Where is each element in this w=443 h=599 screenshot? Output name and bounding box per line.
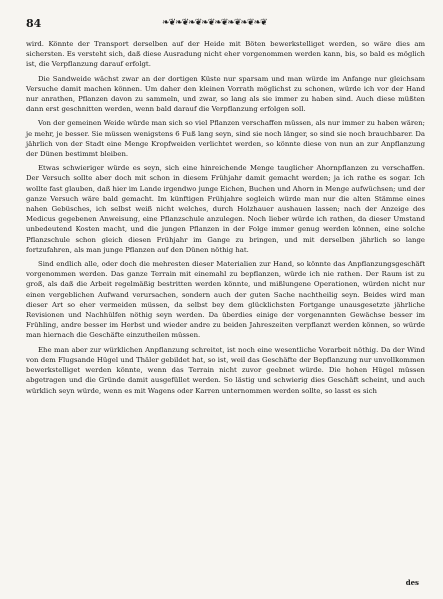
paragraph-3: Von der gemeinen Weide würde man sich so viel Pflanzen verschaffen müssen, als nur immer zu haben wären; je mehr, je besser. Sie müssen wenigstens 6 Fuß lang seyn, sind sie noch länger, so sind sie noch brauchbarer. Da jährlich von der Stadt eine Menge Kropfweiden verlichtet werden, so könnte diese von nun an zur Anpflanzung der Dünen bestimmt bleiben. xyxy=(26,119,425,159)
paragraph-1: wird. Könnte der Transport derselben auf der Heide mit Böten bewerkstelliget werden, so wäre dies am sichersten. Es versteht sich, daß diese Ausradung nicht eher vorgenommen werden kann, bis, so bald es möglich ist, die Verpflanzung darauf erfolgt. xyxy=(26,40,425,69)
paragraph-5: Sind endlich alle, oder doch die mehresten dieser Materialien zur Hand, so könnte das Anpflanzungsgeschäft vorgenommen werden. Das ganze Terrain mit einemahl zu bepflanzen, würde ich nie rathen. Der Raum ist zu groß, als daß die Arbeit regelmäßig bestritten werden könnte, und mißlungene Operationen, würden nicht nur einen vergeblichen Aufwand verursachen, sondern auch der guten Sache nachtheilig seyn. Beides wird man dieser Art so eher vermeiden müssen, da selbst bey dem glücklichsten Fortgange unausgesetzte jährliche Revisionen und Nachhülfen nöthig seyn werden. Da überdies einige der vorgenannten Gewächse besser im Frühling, andre besser im Herbst und wieder andre zu beiden Jahreszeiten verpflanzt werden können, so würde man hiernach die Geschäfte einzutheilen müssen. xyxy=(26,260,425,340)
page-number: 84 xyxy=(26,16,42,30)
paragraph-6: Ehe man aber zur würklichen Anpflanzung schreitet, ist noch eine wesentliche Vorarbeit nöthig. Da der Wind von dem Flugsande Hügel und Thäler gebildet hat, so ist, weil das Geschäfte der Bepflanzung nur unvollkommen bewerkstelliget werden könnte, wenn das Terrain nicht zuvor geebnet würde. Die hohen Hügel müssen abgetragen und die Gründe damit ausgefüllet werden. So lästig und schwierig dies Geschäft scheint, und auch würklich seyn würde, wenn es mit Wagens oder Karren unternommen werden sollte, so lasst es sich xyxy=(26,345,425,395)
paragraph-4: Etwas schwieriger würde es seyn, sich eine hinreichende Menge tauglicher Ahornpflanzen zu verschaffen. Der Versuch sollte aber doch mit schon in diesem Frühjahr damit gemacht werden; ja ich rathe es sogar. Ich wollte fast glauben, daß hier im Lande irgendwo junge Eichen, Buchen und Ahorn in Menge aufwüchsen; und der ganze Versuch wäre bald gemacht. Im künftigen Frühjahre sogleich würde man nur die alten Stämme eines nahen Gebüsches, ich selbst weiß nicht welches, durch Holzhauer aushauen lassen; nach der Anzeige des Medicus gegebenen Anweisung, eine Pflanzschule anzulegen. Noch lieber würde ich rathen, da dieser Umstand unbedeutend Kosten macht, und die jungen Pflanzen in der Folge immer genug werden können, eine solche Pflanzschule schon gleich diesen Frühjahr im Gange zu bringen, und mit derselben jährlich so lange fortzufahren, als man junge Pflanzen auf den Dünen nöthig hat. xyxy=(26,164,425,254)
catchword: des xyxy=(405,578,419,587)
header-ornament: ❧❦❧❦❧❦❧❦❧❦❧❦❧❦❧❦ xyxy=(162,18,267,28)
paragraph-2: Die Sandweide wächst zwar an der dortigen Küste nur sparsam und man würde im Anfange nur gleichsam Versuche damit machen können. Um daher den kleinen Vorrath möglichst zu schonen, würde ich vor der Hand nur anrathen, Pflanzen davon zu sammeln, und zwar, so lang als sie immer zu haben sind. Auch diese müßten dann erst geschnitten werden, wenn bald darauf die Verpflanzung erfolgen soll. xyxy=(26,74,425,114)
body-text xyxy=(26,39,425,396)
page-header xyxy=(26,12,425,34)
